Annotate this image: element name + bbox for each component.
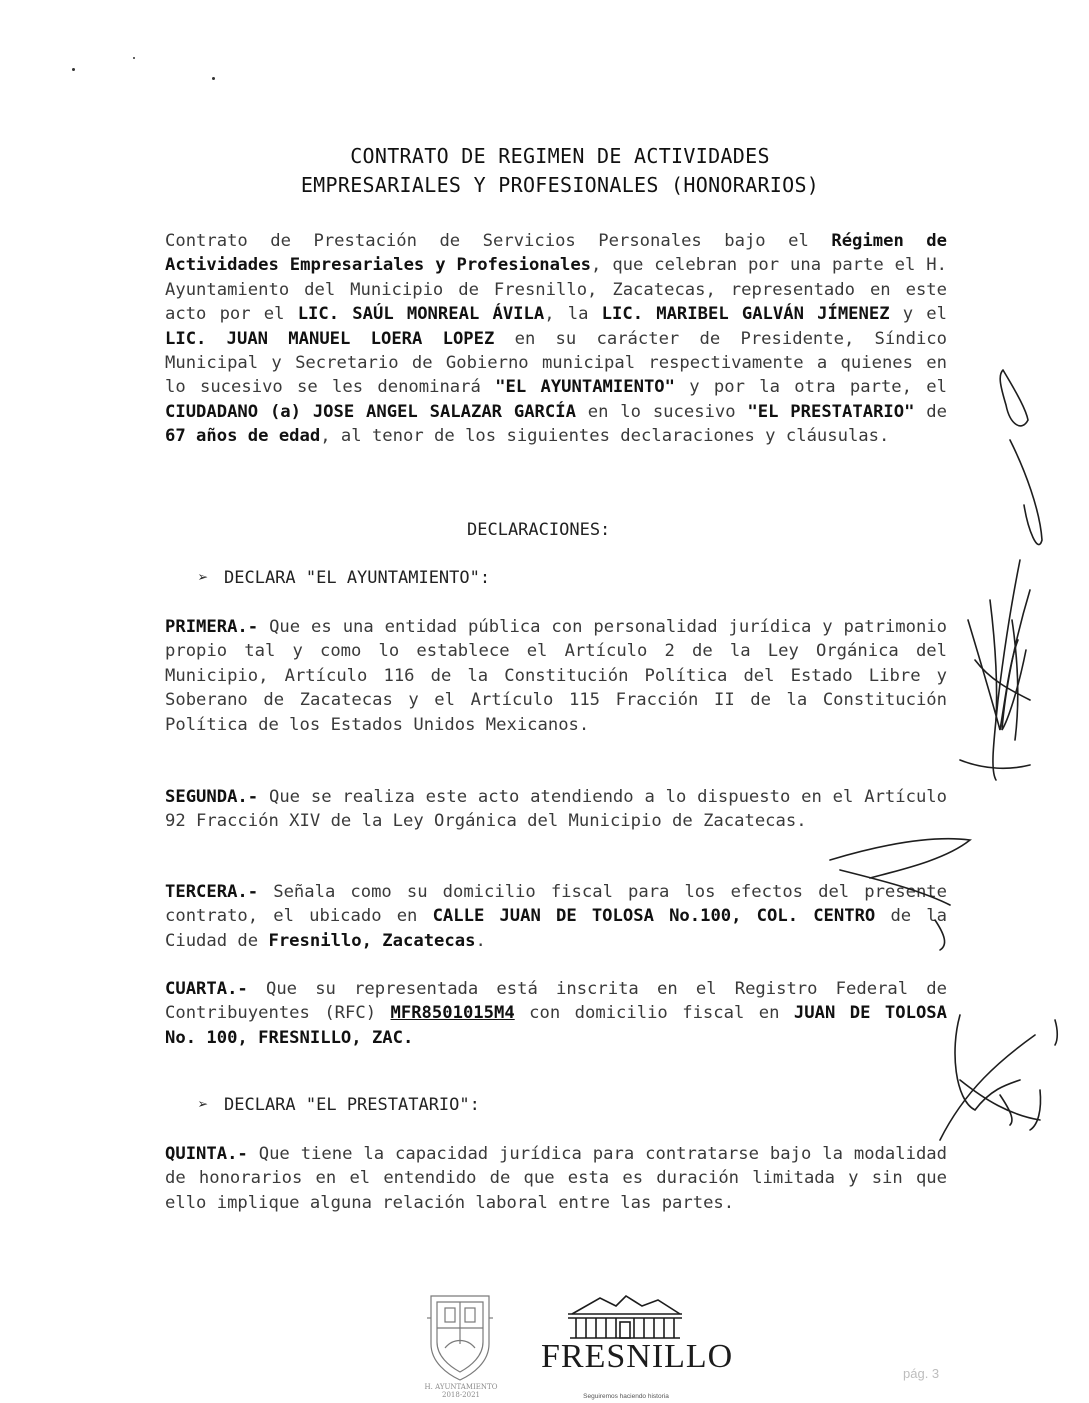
clause-quinta [165,1142,947,1215]
declara-ayuntamiento-label: DECLARA "EL AYUNTAMIENTO": [224,568,491,588]
clause-lead: PRIMERA.- [165,617,259,637]
clause-text: Que se realiza este acto atendiendo a lo dispuesto en el Artículo 92 Fracción XIV de la Ley Orgánica del Municipio de Zacatecas. [165,787,947,832]
title-line-1: CONTRATO DE REGIMEN DE ACTIVIDADES [350,144,770,168]
intro-text: y el [889,304,947,325]
fresnillo-brand: FRESNILLO [541,1338,734,1375]
fresnillo-tagline: Seguiremos haciendo historia [583,1393,669,1400]
rfc-value: MFR8501015M4 [390,1003,515,1024]
clause-tercera [165,880,947,953]
scan-speck [212,77,215,80]
clause-text: Que su representada está inscrita en el Registro Federal de Contribuyentes (RFC) [165,979,947,1024]
intro-paragraph [165,229,947,449]
declaraciones-heading: DECLARACIONES: [467,520,611,540]
clause-bold: JUAN DE TOLOSA No. 100, FRESNILLO, ZAC. [165,1003,947,1048]
intro-text: en lo sucesivo [575,401,748,422]
intro-text: y por la otra parte, el [675,377,947,398]
clause-text: Que tiene la capacidad jurídica para contratarse bajo la modalidad de honorarios en el entendido de que esta es duración limitada y sin que ello implique alguna relación laboral entre las partes. [165,1144,947,1213]
title-line-2: EMPRESARIALES Y PROFESIONALES (HONORARIOS) [300,173,820,197]
clause-cuarta [165,977,947,1050]
clause-text: . [475,930,486,951]
declara-prestatario-heading [198,1093,480,1117]
intro-bold: LIC. SAÚL MONREAL ÁVILA [297,304,545,325]
declara-prestatario-label: DECLARA "EL PRESTATARIO": [224,1095,480,1115]
arrow-bullet-icon: ➢ [198,568,209,588]
clause-text: Que es una entidad pública con personalidad jurídica y patrimonio propio tal y como lo establece el Artículo 2 de la Ley Orgánica del Municipio, Artículo 116 de la Constitución Política del Estado Libre y Soberano de Zacatecas y el Artículo 115 Fracción II de la Constitución Política de los Estados Unidos Mexicanos. [165,617,947,735]
intro-text: de [914,401,947,422]
clause-bold: CALLE JUAN DE TOLOSA No.100, COL. CENTRO [432,906,876,927]
municipal-seal-icon [425,1288,495,1398]
intro-text: en su carácter de Presidente, Síndico Municipal y Secretario de Gobierno municipal respectivamente a quienes en lo sucesivo se les denominará [165,328,947,398]
intro-bold: 67 años de edad [165,426,321,447]
intro-text: , la [544,304,602,325]
intro-bold: LIC. JUAN MANUEL LOERA LOPEZ [165,328,495,349]
clause-lead: CUARTA.- [165,979,248,999]
declara-ayuntamiento-heading [198,566,490,590]
clause-text: de la Ciudad de [165,906,947,951]
intro-text: , al tenor de los siguientes declaraciones y cláusulas. [320,426,890,447]
arrow-bullet-icon: ➢ [198,1095,209,1115]
clause-lead: SEGUNDA.- [165,787,259,807]
intro-text: , que celebran por una parte el H. Ayuntamiento del Municipio de Fresnillo, Zacatecas, representado en este acto por el [165,255,947,325]
fresnillo-building-logo-icon [560,1292,690,1342]
clause-lead: TERCERA.- [165,882,259,902]
intro-text: Contrato de Prestación de Servicios Personales bajo el [165,231,832,251]
clause-text: Señala como su domicilio fiscal para los efectos del presente contrato, el ubicado en [165,882,947,927]
intro-bold: "EL AYUNTAMIENTO" [495,377,675,398]
intro-bold: LIC. MARIBEL GALVÁN JÍMENEZ [601,304,890,325]
intro-bold: "EL PRESTATARIO" [747,401,915,422]
intro-bold: CIUDADANO (a) JOSE ANGEL SALAZAR GARCÍA [165,401,576,422]
clause-segunda [165,785,947,834]
page-number: pág. 3 [903,1366,940,1381]
scan-speck [72,68,75,71]
seal-caption: H. AYUNTAMIENTO 2018-2021 [424,1383,498,1399]
clause-primera [165,615,947,737]
intro-bold: Régimen de Actividades Empresariales y Profesionales [165,231,947,276]
contract-title [160,142,960,200]
clause-bold: Fresnillo, Zacatecas [268,930,476,951]
clause-lead: QUINTA.- [165,1144,248,1164]
scan-speck [133,57,135,59]
clause-text: con domicilio fiscal en [514,1003,794,1024]
